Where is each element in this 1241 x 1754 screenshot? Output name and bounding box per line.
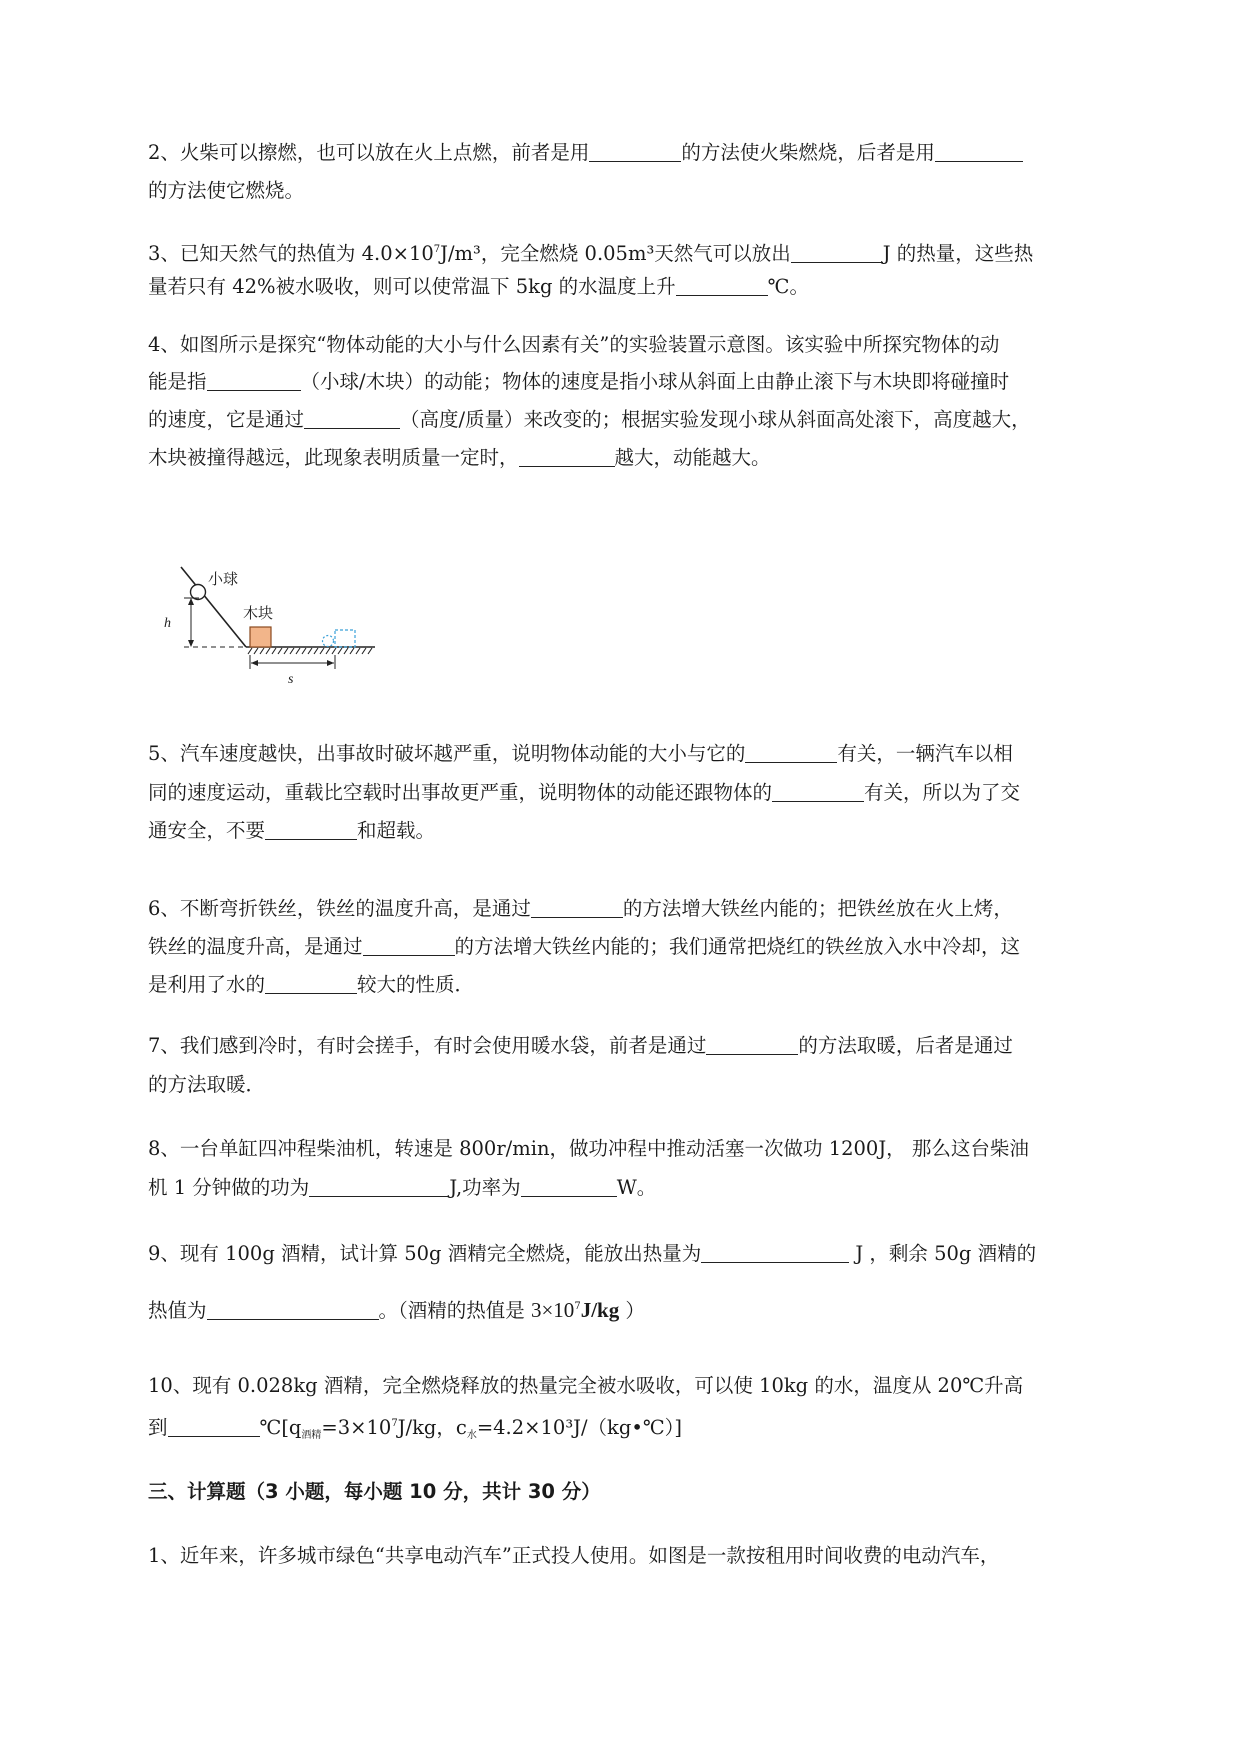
q4-text: 能是指 xyxy=(148,370,207,393)
q9-text: 9、现有 100g 酒精，试计算 50g 酒精完全燃烧，能放出热量为 xyxy=(148,1242,702,1265)
q5-line-1 xyxy=(148,740,1013,768)
q9-text: J ，剩余 50g 酒精的 xyxy=(849,1242,1037,1265)
answer-blank[interactable] xyxy=(207,1299,379,1320)
q2-line-2 xyxy=(148,177,304,205)
answer-blank[interactable] xyxy=(519,446,615,467)
q10-text: =4.2×10³J/（kg•℃）] xyxy=(476,1416,682,1439)
q10-line-2 xyxy=(148,1410,682,1450)
ball-shape xyxy=(191,585,206,600)
q4-line-4 xyxy=(148,444,771,472)
answer-blank[interactable] xyxy=(265,973,357,994)
q6-text: 的方法增大铁丝内能的；我们通常把烧红的铁丝放入水中冷却，这 xyxy=(454,935,1021,958)
q5-text: 和超载。 xyxy=(357,819,436,842)
ball-final-position xyxy=(323,636,334,647)
q2-text: 2、火柴可以擦燃，也可以放在火上点燃，前者是用 xyxy=(148,141,590,164)
calc1-line-1 xyxy=(148,1542,999,1570)
answer-blank[interactable] xyxy=(935,141,1023,162)
q4-line-3 xyxy=(148,406,1031,434)
q4-text: （高度/质量）来改变的；根据实验发现小球从斜面高处滚下，高度越大， xyxy=(400,408,1031,431)
answer-blank[interactable] xyxy=(363,935,455,956)
q3-text: J 的热量，这些热 xyxy=(882,242,1034,265)
q9-unit: J/kg xyxy=(580,1298,620,1322)
q9-line-2 xyxy=(148,1293,645,1325)
q6-line-2 xyxy=(148,933,1020,961)
q8-text: 机 1 分钟做的功为 xyxy=(148,1176,310,1199)
q10-text: J/kg，c xyxy=(397,1416,467,1439)
answer-blank[interactable] xyxy=(589,141,681,162)
q4-line-1 xyxy=(148,331,999,359)
answer-blank[interactable] xyxy=(772,781,864,802)
q9-text: 。（酒精的热值是 xyxy=(378,1299,531,1322)
q9-text: 热值为 xyxy=(148,1299,207,1322)
height-arrow-head-down xyxy=(188,640,194,647)
q3-text: 量若只有 42%被水吸收，则可以使常温下 5kg 的水温度上升 xyxy=(148,275,676,298)
answer-blank[interactable] xyxy=(745,742,837,763)
q10-text: 到 xyxy=(148,1416,168,1439)
q6-text: 较大的性质． xyxy=(357,973,475,996)
q5-line-3 xyxy=(148,817,435,845)
height-arrow-head-up xyxy=(188,598,194,605)
wood-block xyxy=(250,627,271,647)
q5-text: 有关，所以为了交 xyxy=(864,781,1021,804)
q6-text: 的方法增大铁丝内能的；把铁丝放在火上烤， xyxy=(622,897,1013,920)
q6-text: 铁丝的温度升高，是通过 xyxy=(148,935,363,958)
q10-subscript: 水 xyxy=(466,1430,477,1441)
q10-exponent: 7 xyxy=(391,1418,398,1429)
q5-text: 同的速度运动，重载比空载时出事故更严重，说明物体的动能还跟物体的 xyxy=(148,781,773,804)
q5-text: 通安全，不要 xyxy=(148,819,266,842)
q10-text: ℃[q xyxy=(259,1416,302,1439)
q4-line-2 xyxy=(148,368,1009,396)
q3-text: J/m³，完全燃烧 0.05m³天然气可以放出 xyxy=(440,242,791,265)
q4-text: （小球/木块）的动能；物体的速度是指小球从斜面上由静止滚下与木块即将碰撞时 xyxy=(300,370,1010,393)
q5-text: 有关，一辆汽车以相 xyxy=(837,742,1013,765)
q4-text: 越大，动能越大。 xyxy=(614,446,771,469)
answer-blank[interactable] xyxy=(207,370,301,391)
ground-hatching xyxy=(248,648,372,654)
q3-text: ℃。 xyxy=(767,275,809,298)
q6-line-1 xyxy=(148,895,1013,923)
distance-arrow-head-right xyxy=(327,660,334,666)
answer-blank[interactable] xyxy=(168,1416,260,1437)
section-heading xyxy=(148,1478,601,1506)
q7-line-2 xyxy=(148,1071,265,1099)
answer-blank[interactable] xyxy=(701,1242,849,1263)
q8-text: W。 xyxy=(616,1176,657,1199)
q3-line-2 xyxy=(148,273,809,301)
block-final-position xyxy=(335,630,355,647)
q8-text: J,功率为 xyxy=(449,1176,521,1199)
q9-line-1 xyxy=(148,1240,1036,1268)
q3-line-1 xyxy=(148,236,1033,268)
height-label: h xyxy=(164,616,171,631)
q5-text: 5、汽车速度越快，出事故时破坏越严重，说明物体动能的大小与它的 xyxy=(148,742,746,765)
answer-blank[interactable] xyxy=(531,897,623,918)
q4-text: 木块被撞得越远，此现象表明质量一定时， xyxy=(148,446,519,469)
answer-blank[interactable] xyxy=(309,1176,449,1197)
distance-label: s xyxy=(288,672,294,687)
section-title: 三、计算题（3 小题，每小题 10 分，共计 30 分） xyxy=(148,1480,601,1503)
answer-blank[interactable] xyxy=(521,1176,617,1197)
q3-text: 3、已知天然气的热值为 4.0×10 xyxy=(148,242,434,265)
answer-blank[interactable] xyxy=(265,819,357,840)
answer-blank[interactable] xyxy=(676,275,768,296)
q7-text: 的方法取暖． xyxy=(148,1073,266,1096)
block-label: 木块 xyxy=(243,604,274,622)
q5-line-2 xyxy=(148,779,1020,807)
q8-line-1 xyxy=(148,1135,1029,1163)
q6-line-3 xyxy=(148,971,474,999)
q4-text: 的速度，它是通过 xyxy=(148,408,305,431)
q6-text: 6、不断弯折铁丝，铁丝的温度升高，是通过 xyxy=(148,897,531,920)
q9-exponent: 7 xyxy=(574,1301,581,1312)
q3-exponent: 7 xyxy=(433,244,441,255)
q10-text: =3×10 xyxy=(321,1416,392,1439)
q2-line-1 xyxy=(148,139,1023,167)
q7-line-1 xyxy=(148,1032,1013,1060)
q8-line-2 xyxy=(148,1174,656,1202)
q4-text: 4、如图所示是探究“物体动能的大小与什么因素有关”的实验装置示意图。该实验中所探究物体的动 xyxy=(148,333,1000,356)
q7-text: 7、我们感到冷时，有时会搓手，有时会使用暖水袋，前者是通过 xyxy=(148,1034,707,1057)
q9-text: ） xyxy=(619,1299,645,1322)
q10-subscript: 酒精 xyxy=(301,1430,322,1441)
q8-text: 8、一台单缸四冲程柴油机，转速是 800r/min，做功冲程中推动活塞一次做功 1200J， 那么这台柴油 xyxy=(148,1137,1029,1160)
q10-line-1 xyxy=(148,1372,1023,1400)
q6-text: 是利用了水的 xyxy=(148,973,266,996)
answer-blank[interactable] xyxy=(706,1034,798,1055)
q2-text: 的方法使它燃烧。 xyxy=(148,179,305,202)
experiment-figure xyxy=(164,565,435,695)
calc1-text: 1、近年来，许多城市绿色“共享电动汽车”正式投人使用。如图是一款按租用时间收费的电动汽车， xyxy=(148,1544,1000,1567)
q2-text: 的方法使火柴燃烧，后者是用 xyxy=(681,141,935,164)
answer-blank[interactable] xyxy=(304,408,400,429)
q10-text: 10、现有 0.028kg 酒精，完全燃烧释放的热量完全被水吸收，可以使 10kg 的水，温度从 20℃升高 xyxy=(148,1374,1024,1397)
ball-label: 小球 xyxy=(208,570,239,588)
q9-math: 3×10 xyxy=(530,1298,575,1322)
q7-text: 的方法取暖，后者是通过 xyxy=(798,1034,1013,1057)
answer-blank[interactable] xyxy=(791,242,883,263)
distance-arrow-head-left xyxy=(251,660,258,666)
